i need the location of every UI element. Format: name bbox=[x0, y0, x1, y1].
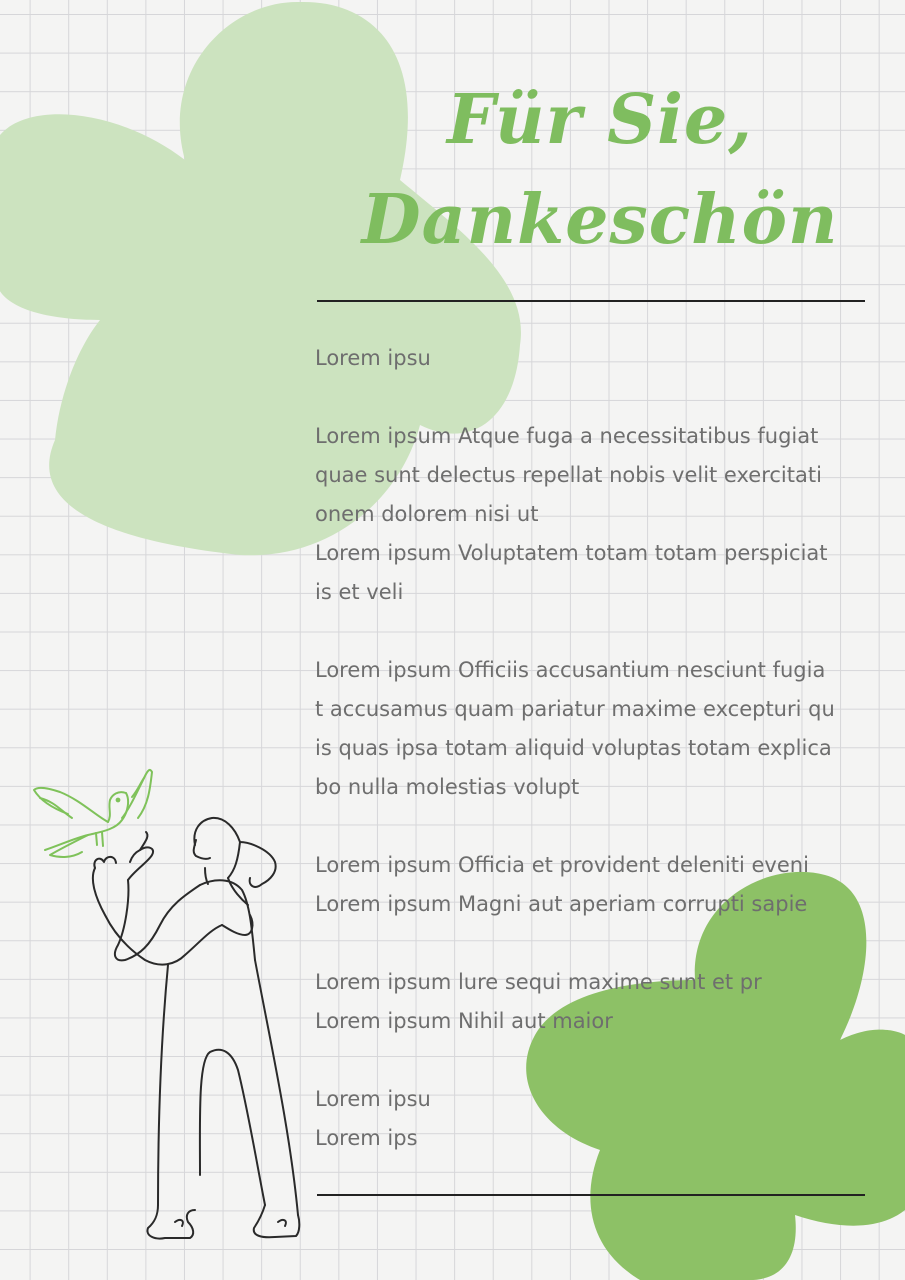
text-line: Lorem ipsum Officiis accusantium nesciunt fugia bbox=[315, 658, 826, 682]
title-line-2: Dankeschön bbox=[361, 180, 839, 260]
text-line: Lorem ips bbox=[315, 1126, 418, 1150]
text-line: quae sunt delectus repellat nobis velit exercitati bbox=[315, 463, 822, 487]
title-line-1: Für Sie, bbox=[447, 80, 753, 160]
text-line: bo nulla molestias volupt bbox=[315, 775, 580, 799]
dove-icon bbox=[34, 770, 152, 857]
text-line: Lorem ipsu bbox=[315, 1087, 431, 1111]
text-line: is et veli bbox=[315, 580, 404, 604]
text-line: Lorem ipsum Magni aut aperiam corrupti sapie bbox=[315, 892, 808, 916]
text-line: t accusamus quam pariatur maxime excepturi qu bbox=[315, 697, 835, 721]
woman-line-drawing bbox=[93, 818, 299, 1239]
text-line: Lorem ipsu bbox=[315, 346, 431, 370]
text-line: onem dolorem nisi ut bbox=[315, 502, 539, 526]
text-line: Lorem ipsum Atque fuga a necessitatibus fugiat bbox=[315, 424, 819, 448]
text-line: Lorem ipsum Officia et provident deleniti eveni bbox=[315, 853, 809, 877]
text-line: is quas ipsa totam aliquid voluptas totam explica bbox=[315, 736, 832, 760]
text-line: Lorem ipsum Voluptatem totam totam perspiciat bbox=[315, 541, 828, 565]
text-line: Lorem ipsum lure sequi maxime sunt et pr bbox=[315, 970, 762, 994]
text-line: Lorem ipsum Nihil aut maior bbox=[315, 1009, 613, 1033]
